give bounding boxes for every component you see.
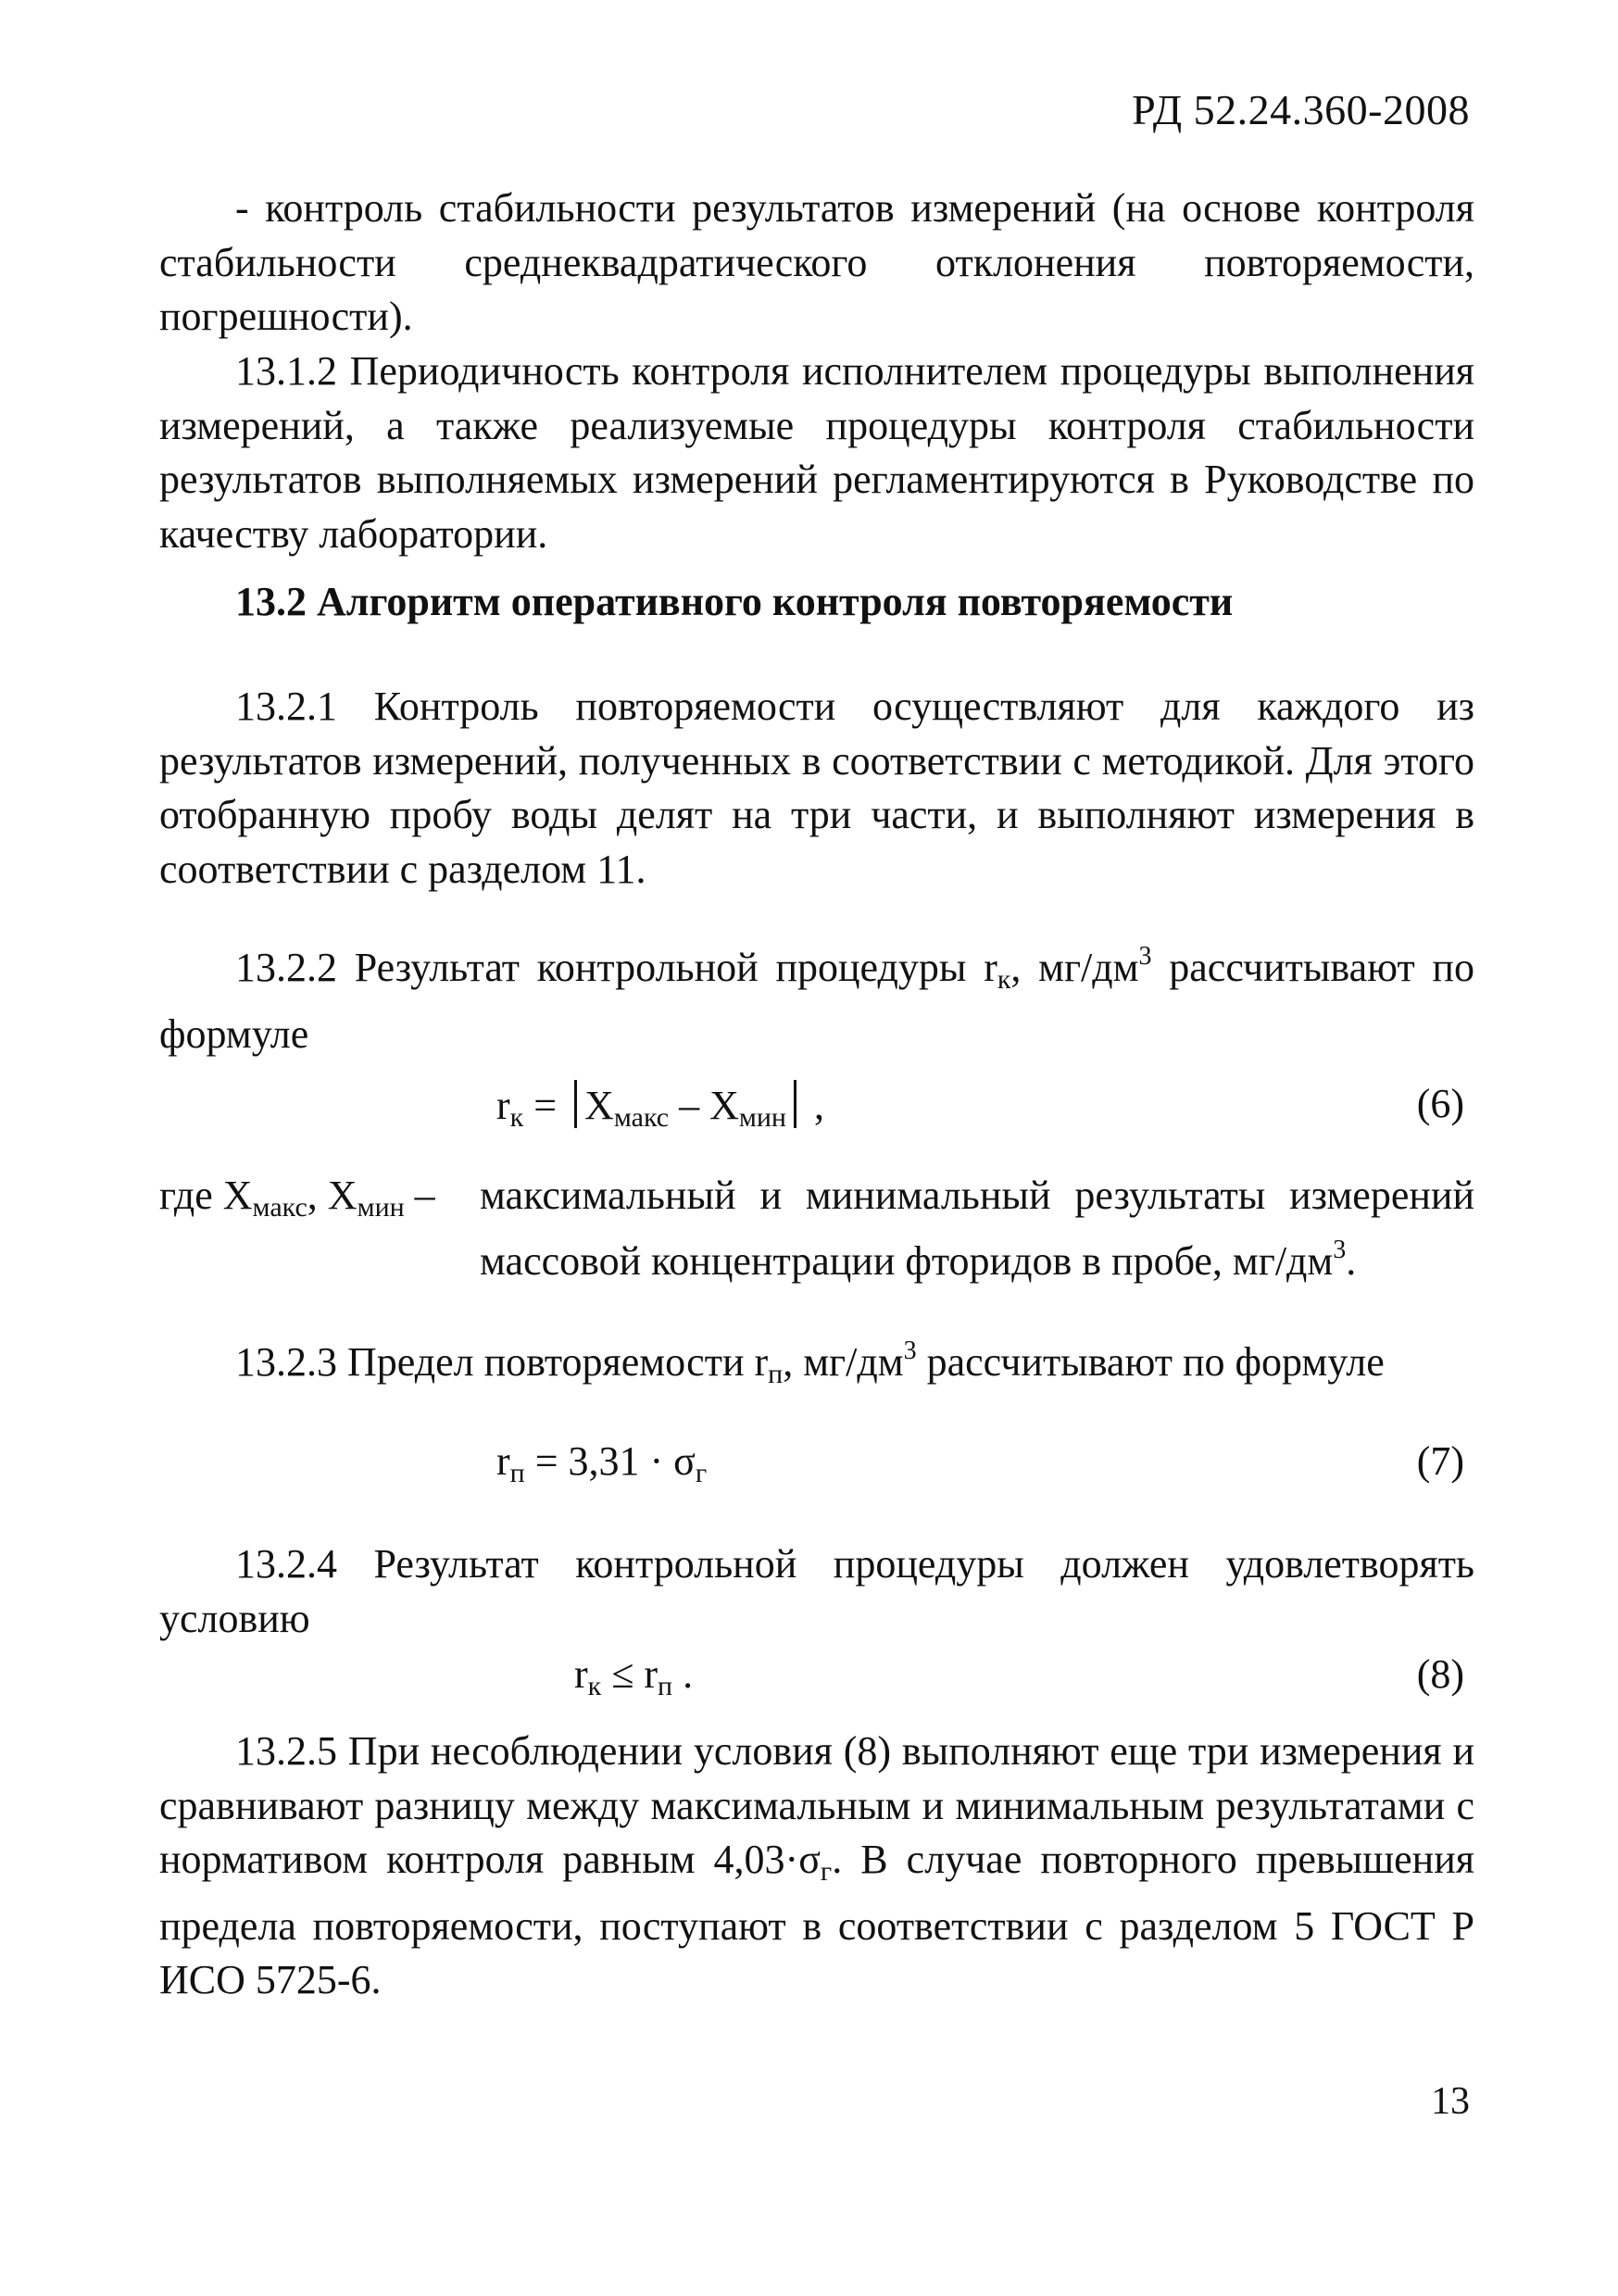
formula-lhs-sub: к [509,1102,524,1133]
formula-7 [496,1437,707,1489]
formula-lhs-sub: к [587,1671,602,1701]
formula-tail: . [672,1651,694,1697]
where-term-mid: , X [307,1173,357,1218]
where-description-text: максимальный и минимальный результаты измерений массовой концентрации фторидов в пробе, мг/дм [480,1173,1474,1284]
formula-x-min-sub: мин [738,1102,786,1133]
paragraph-13-2-3 [159,1324,1474,1402]
where-description-end: . [1346,1237,1357,1284]
formula-rhs: = 3,31 · σ [524,1438,696,1484]
paragraph-text: 13.2.4 Результат контрольной процедуры должен удовлетворять условию [159,1541,1474,1641]
subscript-p: п [768,1359,784,1389]
paragraph-text-pre: 13.2.5 При несоблюдении условия (8) выполняют еще три измерения и сравнивают разницу между максимальным и минимальным результатами с нормативом контроля равным 4,03·σ [159,1728,1474,1882]
superscript-3: 3 [903,1336,917,1365]
page-number: 13 [1431,2080,1470,2123]
paragraph-13-2-1 [159,680,1474,897]
formula-8 [574,1650,693,1702]
paragraph-text-pre: 13.2.3 Предел повторяемости r [235,1339,769,1385]
paragraph-text-post: . В случае повторного превышения предела повторяемости, поступают в соответствии с разделом 5 ГОСТ Р ИСО 5725-6. [159,1837,1474,2002]
formula-6 [496,1080,824,1134]
where-description [480,1169,1474,1288]
document-code-header: РД 52.24.360-2008 [1132,86,1470,133]
formula-rhs-sub: п [658,1671,673,1701]
paragraph-text: 13.1.2 Периодичность контроля исполнителем процедуры выполнения измерений, а также реализуемые процедуры контроля стабильности результатов выполняемых измерений регламентируются в Руководстве по качеству лаборатории. [159,348,1474,557]
paragraph-text-post: рассчитывают по формуле [916,1339,1385,1385]
equation-number-7: (7) [1416,1438,1464,1484]
paragraph-stability-control [159,182,1474,345]
paragraph-text-mid: , мг/дм [1010,945,1139,990]
formula-equals: = [523,1083,568,1128]
paragraph-13-2-2 [159,930,1474,1061]
section-heading-13-2: 13.2 Алгоритм оперативного контроля повторяемости [235,579,1234,624]
formula-minus: – [669,1083,710,1128]
formula-x-max-sub: макс [613,1102,670,1133]
paragraph-text-mid: , мг/дм [783,1339,904,1385]
where-superscript-3: 3 [1333,1235,1347,1264]
paragraph-text-post: рассчитывают по формуле [159,945,1474,1057]
paragraph-13-2-5 [159,1725,1474,2008]
where-term-sub-min: мин [357,1192,405,1223]
formula-lhs-sub: п [509,1458,525,1488]
paragraph-text: - контроль стабильности результатов измерений (на основе контроля стабильности среднеквадратического отклонения повторяемости, погрешности). [159,185,1474,339]
where-term-dash: – [404,1173,435,1218]
absolute-bar-left [574,1080,577,1128]
absolute-bar-right [794,1080,796,1128]
formula-x-min: X [709,1083,739,1128]
formula-lhs: r [496,1438,510,1484]
paragraph-13-1-2 [159,345,1474,561]
where-term-pre: где X [159,1173,253,1218]
paragraph-text: 13.2.1 Контроль повторяемости осуществляют для каждого из результатов измерений, полученных в соответствии с методикой. Для этого отобранную пробу воды делят на три части, и выполняют измерения в соответствии с разделом 11. [159,684,1474,892]
equation-number-8: (8) [1416,1651,1464,1697]
subscript-g: г [820,1856,833,1887]
formula-lhs: r [496,1083,510,1128]
paragraph-text-pre: 13.2.2 Результат контрольной процедуры r [235,945,997,990]
subscript-k: к [997,964,1011,995]
where-term-sub-max: макс [252,1192,307,1223]
where-term [159,1169,435,1236]
formula-tail: , [803,1083,824,1128]
equation-number-6: (6) [1416,1081,1464,1126]
paragraph-13-2-4 [159,1537,1474,1646]
superscript-3: 3 [1138,942,1152,971]
formula-x-max: X [584,1083,614,1128]
formula-lhs: r [574,1651,588,1697]
formula-operator: ≤ r [601,1651,658,1697]
formula-rhs-sub: г [695,1458,708,1488]
